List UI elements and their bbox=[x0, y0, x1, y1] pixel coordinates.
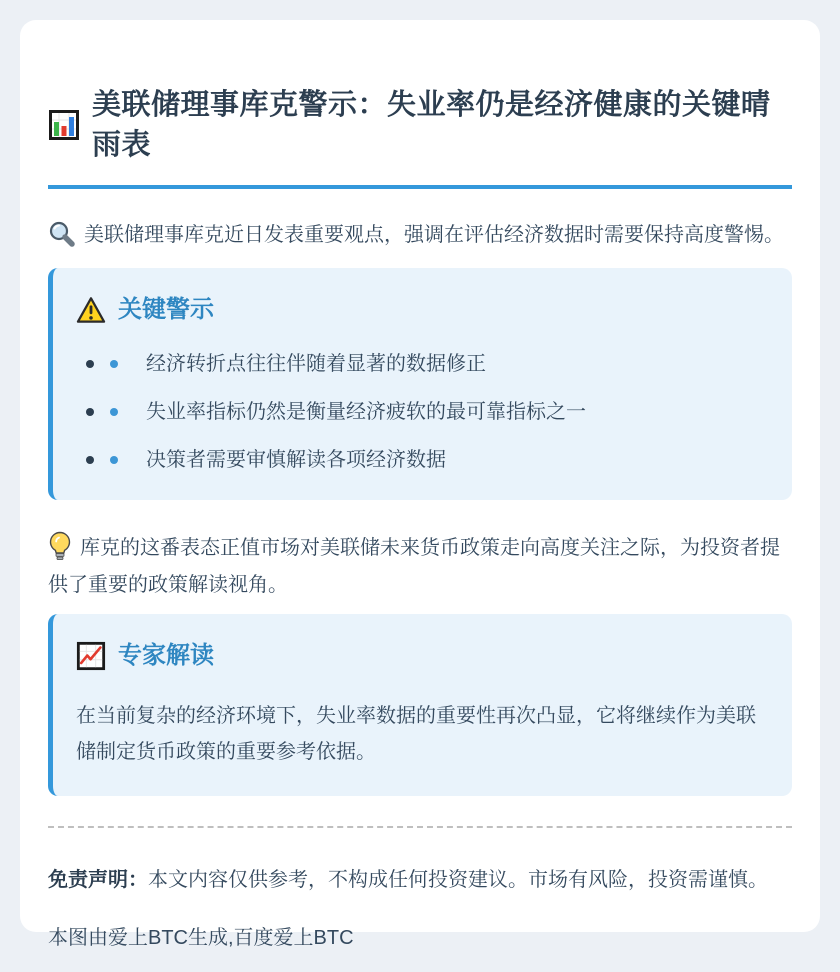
warning-item-text: 失业率指标仍然是衡量经济疲软的最可靠指标之一 bbox=[146, 400, 586, 423]
warning-item-text: 决策者需要审慎解读各项经济数据 bbox=[146, 448, 446, 471]
disclaimer-label: 免责声明： bbox=[48, 868, 148, 891]
intro-paragraph bbox=[48, 217, 792, 253]
insight-paragraph bbox=[48, 530, 792, 604]
light-bulb-icon bbox=[48, 531, 72, 561]
warning-list-item bbox=[86, 350, 764, 378]
expert-box-heading bbox=[76, 640, 764, 672]
warning-list-item bbox=[86, 446, 764, 474]
bullet-dot-blue bbox=[110, 360, 118, 368]
bullet-dot-dark bbox=[86, 408, 94, 416]
expert-box bbox=[48, 614, 792, 796]
title-divider bbox=[48, 185, 792, 189]
warning-list bbox=[76, 350, 764, 474]
warning-box-title: 关键警示 bbox=[118, 295, 214, 323]
bullet-dot-blue bbox=[110, 408, 118, 416]
insight-text: 库克的这番表态正值市场对美联储未来货币政策走向高度关注之际，为投资者提供了重要的政策解读视角。 bbox=[48, 536, 780, 596]
bullet-dot-dark bbox=[86, 360, 94, 368]
bullet-dot-blue bbox=[110, 456, 118, 464]
trend-chart-icon bbox=[76, 641, 106, 671]
warning-box-heading bbox=[76, 294, 764, 326]
bar-chart-icon bbox=[48, 109, 80, 141]
intro-text: 美联储理事库克近日发表重要观点，强调在评估经济数据时需要保持高度警惕。 bbox=[84, 223, 784, 246]
footer-divider bbox=[48, 826, 792, 828]
bullet-dot-dark bbox=[86, 456, 94, 464]
warning-list-item bbox=[86, 398, 764, 426]
expert-box-title: 专家解读 bbox=[118, 641, 214, 669]
magnifier-icon bbox=[48, 220, 76, 248]
expert-box-text: 在当前复杂的经济环境下，失业率数据的重要性再次凸显，它将继续作为美联储制定货币政策的重要参考依据。 bbox=[76, 704, 756, 763]
warning-icon bbox=[76, 296, 106, 324]
page-title-text: 美联储理事库克警示：失业率仍是经济健康的关键晴雨表 bbox=[92, 89, 771, 162]
credit-line: 本图由爱上BTC生成,百度爱上BTC bbox=[48, 926, 354, 949]
disclaimer bbox=[48, 862, 792, 898]
page-title bbox=[48, 85, 792, 165]
warning-item-text: 经济转折点往往伴随着显著的数据修正 bbox=[146, 352, 486, 375]
warning-box bbox=[48, 268, 792, 500]
article-card bbox=[20, 20, 820, 949]
disclaimer-text: 本文内容仅供参考，不构成任何投资建议。市场有风险，投资需谨慎。 bbox=[148, 868, 768, 891]
